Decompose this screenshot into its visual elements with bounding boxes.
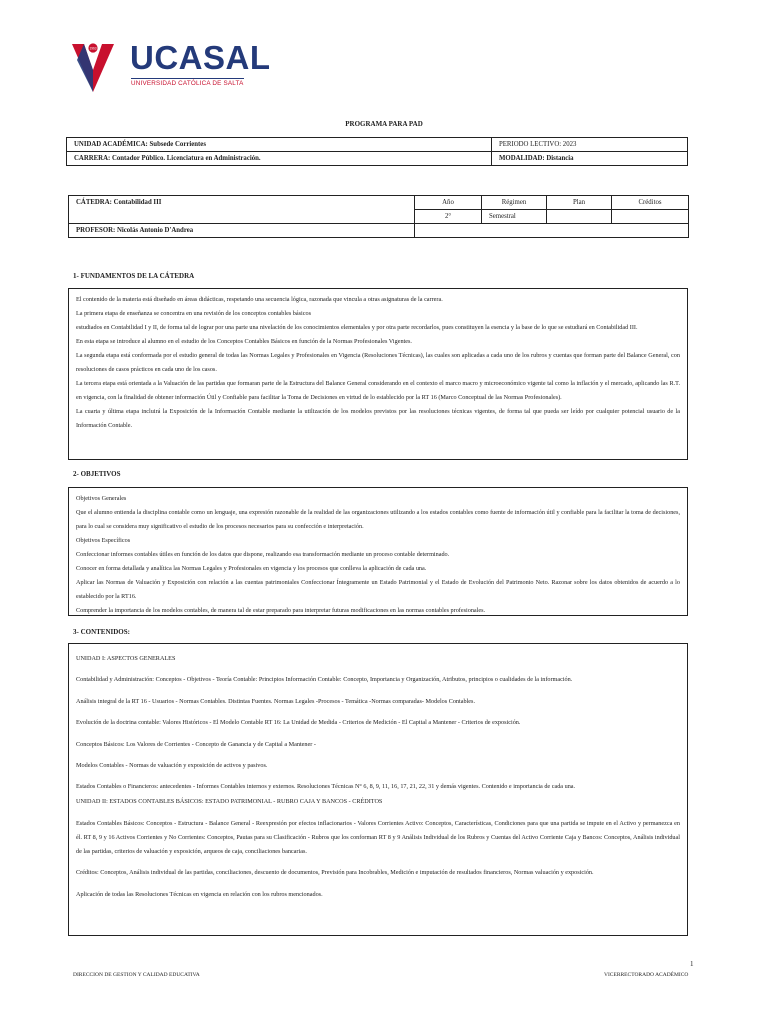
contenidos-paragraph: Análisis integral de la RT 16 - Usuarios - Normas Contables. Distintas Fuentes. Normas Legales -Procesos - Temática -Normas comparadas- Modelos Contables. — [76, 697, 476, 705]
objetivos-box — [68, 487, 688, 616]
page-title: PROGRAMA PARA PAD — [345, 120, 423, 128]
logo-subtitle: UNIVERSIDAD CATÓLICA DE SALTA — [131, 80, 244, 87]
footer-right-text: VICERRECTORADO ACADÉMICO — [604, 972, 689, 978]
contenidos-paragraph: Estados Contables o Financieros: antecedentes - Informes Contables internos y externos. Resoluciones Técnicas N° 6, 8, 9, 11, 16, 17, 21, 22, 31 y demás vigentes. Contenido e importancia de cada una. — [76, 783, 576, 791]
contenidos-paragraph: Evolución de la doctrina contable: Valores Históricos - El Modelo Contable RT 16: La Unidad de Medida - Criterios de Medición - El Capital a Mantener - Criterios de exposición. — [76, 719, 521, 727]
section-heading-fundamentos: 1- FUNDAMENTOS DE LA CÁTEDRA — [73, 272, 195, 280]
contenidos-paragraph: UNIDAD II: ESTADOS CONTABLES BÁSICOS: ESTADO PATRIMONIAL - RUBRO CAJA Y BANCOS - CRÉDITOS — [76, 798, 383, 806]
section-heading-objetivos: 2- OBJETIVOS — [73, 470, 121, 478]
modalidad-cell: MODALIDAD: Distancia — [492, 152, 688, 166]
ucasal-shield-icon — [70, 42, 116, 94]
value-regimen: Semestral — [482, 210, 547, 224]
footer-left-text: DIRECCION DE GESTION Y CALIDAD EDUCATIVA — [73, 972, 200, 978]
profesor-cell: PROFESOR: Nicolás Antonio D'Andrea — [69, 224, 415, 238]
unidad-cell: UNIDAD ACADÉMICA: Subsede Corrientes — [67, 138, 492, 152]
objetivos-paragraph: Que el alumno entienda la disciplina contable como un lenguaje, una expresión razonable de la realidad de las organizaciones utilizando a los estados contables como fuente de información útil y confiable para la facilitar la toma de decisiones, para lo cual se considera muy significativo el estudio de los procesos necesarios para su confección e interpretación. — [76, 509, 680, 530]
contenidos-box — [68, 643, 688, 936]
profesor-empty-cell — [415, 224, 689, 238]
fundamentos-paragraph: La tercera etapa está orientada a la Valuación de las partidas que formaran parte de la Estructura del Balance General considerando en el contexto el marco macro y microeconómico vigente tal como la inflación y el mercado, aplicando las R.T. en vigencia, con la finalidad de obtener información Útil y Confiable para facilitar la Toma de Decisiones en virtud de lo establecido por la RT 16 (Marco Conceptual de las Normas Profesionales). — [76, 380, 680, 401]
fundamentos-paragraph: estudiados en Contabilidad I y II, de forma tal de lograr por una parte una nivelación de los conocimientos elementales y por otra parte recordarlos, pues constituyen la esencia y la base de lo que se estudiará en Contabilidad III. — [76, 324, 638, 331]
contenidos-paragraph: Aplicación de todas las Resoluciones Técnicas en vigencia en relación con los rubros mencionados. — [76, 890, 323, 898]
seal-text: 1963 — [89, 46, 97, 51]
objetivos-paragraph: Objetivos Generales — [76, 495, 127, 502]
section-heading-contenidos: 3- CONTENIDOS: — [73, 628, 130, 636]
contenidos-paragraph: Modelos Contables - Normas de valuación y exposición de activos y pasivos. — [76, 761, 268, 769]
contenidos-paragraph: Contabilidad y Administración: Conceptos - Objetivos - Teoría Contable: Principios Información Contable: Concepto, Importancia y Organización, Atributos, principios o cualidades de la información. — [76, 676, 573, 684]
header-plan: Plan — [547, 196, 612, 210]
value-creditos — [612, 210, 689, 224]
contenidos-paragraph: Estados Contables Básicos: Conceptos - Estructura - Balance General - Reexpresión por efectos inflacionarios - Valores Corrientes Activo: Conceptos, Características, Condiciones para que una partida se impute en el Activo y permanezca en él. RT 8, 9 y 16 Activos Corrientes y No Corrientes: Conceptos, Pautas para su Clasificación - Rubros que los conforman RT 8 y 9 Análisis Individual de los Rubros y Cuentas del Activo Corriente Caja y Bancos: Conceptos, Análisis individual de las partidas, criterios de valuación y exposición, arqueos de caja, conciliaciones bancarias. — [76, 819, 680, 855]
fundamentos-box — [68, 288, 688, 460]
logo-wordmark: UCASAL — [130, 39, 271, 76]
page-number: 1 — [690, 960, 694, 968]
objetivos-paragraph: Objetivos Específicos — [76, 537, 131, 544]
objetivos-paragraph: Comprender la importancia de los modelos contables, de manera tal de estar preparado para interpretar futuras modificaciones en las normas contables profesionales. — [76, 607, 486, 614]
header-creditos: Créditos — [612, 196, 689, 210]
value-anio: 2° — [415, 210, 482, 224]
objetivos-paragraph: Confeccionar informes contables útiles en función de los datos que dispone, realizando esa transformación mediante un proceso contable determinado. — [76, 551, 450, 558]
logo-divider — [131, 78, 244, 79]
objetivos-paragraph: Aplicar las Normas de Valuación y Exposición con relación a las cuentas patrimoniales Confeccionar Íntegramente un Estado Patrimonial y el Estado de Evolución del Patrimonio Neto. Razonar sobre los datos obtenidos de acuerdo a lo establecido por la RT16. — [76, 579, 680, 600]
fundamentos-paragraph: La cuarta y última etapa incluirá la Exposición de la Información Contable mediante la utilización de los modelos previstos por las resoluciones técnicas vigentes, de forma tal que pueda ser leído por cualquier potencial usuario de la Información Contable. — [76, 408, 680, 429]
fundamentos-paragraph: En esta etapa se introduce al alumno en el estudio de los Conceptos Contables Básicos en función de la Normas Profesionales Vigentes. — [76, 338, 412, 345]
fundamentos-paragraph: La segunda etapa está conformada por el estudio general de todas las Normas Legales y Profesionales en Vigencia (Resoluciones Técnicas), las cuales son aplicadas a cada uno de los rubros y cuentas que forman parte del Balance General, con resoluciones de casos prácticos en cada uno de los casos. — [76, 352, 680, 373]
periodo-cell: PERIODO LECTIVO: 2023 — [492, 138, 688, 152]
info-table — [66, 137, 688, 166]
value-plan — [547, 210, 612, 224]
header-regimen: Régimen — [482, 196, 547, 210]
contenidos-paragraph: Créditos: Conceptos, Análisis individual de las partidas, conciliaciones, descuento de documentos, Previsión para Incobrables, Medición e imputación de resultados financieros, Normas valuación y exposición. — [76, 869, 594, 877]
carrera-cell: CARRERA: Contador Público. Licenciatura en Administración. — [67, 152, 492, 166]
fundamentos-paragraph: La primera etapa de enseñanza se concentra en una revisión de los conceptos contables básicos — [76, 310, 312, 317]
catedra-table — [68, 195, 689, 238]
contenidos-paragraph: UNIDAD I: ASPECTOS GENERALES — [76, 655, 176, 662]
contenidos-paragraph: Conceptos Básicos: Los Valores de Corrientes - Concepto de Ganancia y de Capital a Mantener - — [76, 740, 316, 748]
catedra-cell: CÁTEDRA: Contabilidad III — [69, 196, 415, 224]
fundamentos-paragraph: El contenido de la materia está diseñado en áreas didácticas, respetando una secuencia lógica, razonada que vincula a otras asignaturas de la carrera. — [76, 296, 443, 303]
header-anio: Año — [415, 196, 482, 210]
objetivos-paragraph: Conocer en forma detallada y analítica las Normas Legales y Profesionales en vigencia y los procesos que conlleva la aplicación de cada una. — [76, 565, 427, 572]
